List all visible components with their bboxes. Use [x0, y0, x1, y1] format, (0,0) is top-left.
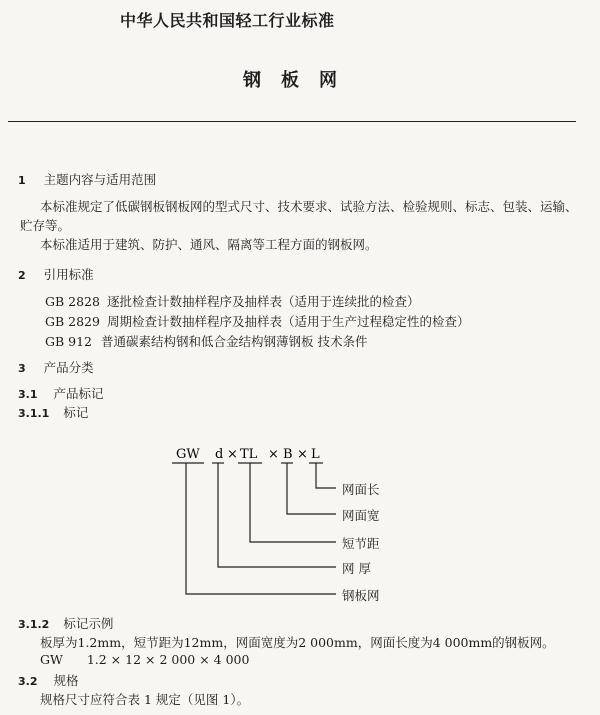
section-title: 标记示例 — [63, 616, 114, 631]
section-number: 3 — [18, 362, 26, 375]
section-title: 产品分类 — [43, 360, 94, 375]
formula-times: × — [268, 447, 279, 462]
label-steel-mesh: 钢板网 — [342, 588, 380, 603]
section-title: 标记 — [63, 405, 89, 420]
reference-text: 逐批检查计数抽样程序及抽样表（适用于连续批的检查） — [107, 294, 420, 309]
formula-b: B — [283, 447, 293, 462]
label-mesh-length: 网面长 — [342, 482, 380, 497]
section-title: 规格 — [53, 673, 79, 688]
formula-d: d — [215, 447, 224, 462]
section-title: 引用标准 — [43, 267, 94, 282]
example-code: GW — [40, 652, 63, 667]
reference-code: GB 912 — [45, 334, 93, 349]
document-title: 钢板网 — [243, 70, 357, 91]
reference-text: 周期检查计数抽样程序及抽样表（适用于生产过程稳定性的检查） — [107, 314, 470, 329]
example-description: 板厚为1.2mm，短节距为12mm，网面宽度为2 000mm，网面长度为4 000mm的钢板网。 — [40, 635, 555, 650]
reference-code: GB 2828 — [45, 294, 100, 309]
reference-text: 普通碳素结构钢和低合金结构钢薄钢板 技术条件 — [101, 334, 368, 349]
formula-times: × — [227, 447, 238, 462]
section-number: 3.2 — [18, 675, 38, 688]
section-number: 2 — [18, 269, 26, 282]
section-title: 产品标记 — [53, 386, 104, 401]
formula-times: × — [297, 447, 308, 462]
formula-l: L — [311, 447, 320, 462]
label-short-pitch: 短节距 — [342, 536, 380, 551]
section-1-paragraph-2: 本标准适用于建筑、防护、通风、隔离等工程方面的钢板网。 — [40, 237, 378, 252]
section-number: 3.1 — [18, 388, 38, 401]
leader-steel-mesh — [186, 463, 336, 594]
paragraph-line: 本标准规定了低碳钢板钢板网的型式尺寸、技术要求、试验方法、检验规则、标志、包装、运输、 — [40, 199, 578, 214]
section-3-2-text: 规格尺寸应符合表 1 规定（见图 1）。 — [40, 692, 250, 707]
section-3-1-2-heading — [18, 614, 113, 632]
section-title: 主题内容与适用范围 — [43, 172, 157, 187]
leader-short-pitch — [250, 463, 336, 542]
label-mesh-width: 网面宽 — [342, 508, 380, 523]
formula-tl: TL — [240, 447, 258, 462]
formula-gw: GW — [176, 447, 200, 462]
leader-thickness — [218, 463, 336, 567]
section-number: 1 — [18, 174, 26, 187]
example-value: 1.2 × 12 × 2 000 × 4 000 — [86, 652, 250, 667]
section-3-2-heading — [18, 671, 79, 689]
section-number: 3.1.1 — [18, 407, 50, 420]
paragraph-line: 贮存等。 — [20, 218, 71, 233]
standard-title: 中华人民共和国轻工行业标准 — [120, 11, 335, 30]
label-thickness: 网 厚 — [342, 561, 371, 576]
reference-code: GB 2829 — [45, 314, 100, 329]
section-number: 3.1.2 — [18, 618, 50, 631]
leader-length — [316, 463, 336, 488]
example-marking — [40, 652, 249, 667]
